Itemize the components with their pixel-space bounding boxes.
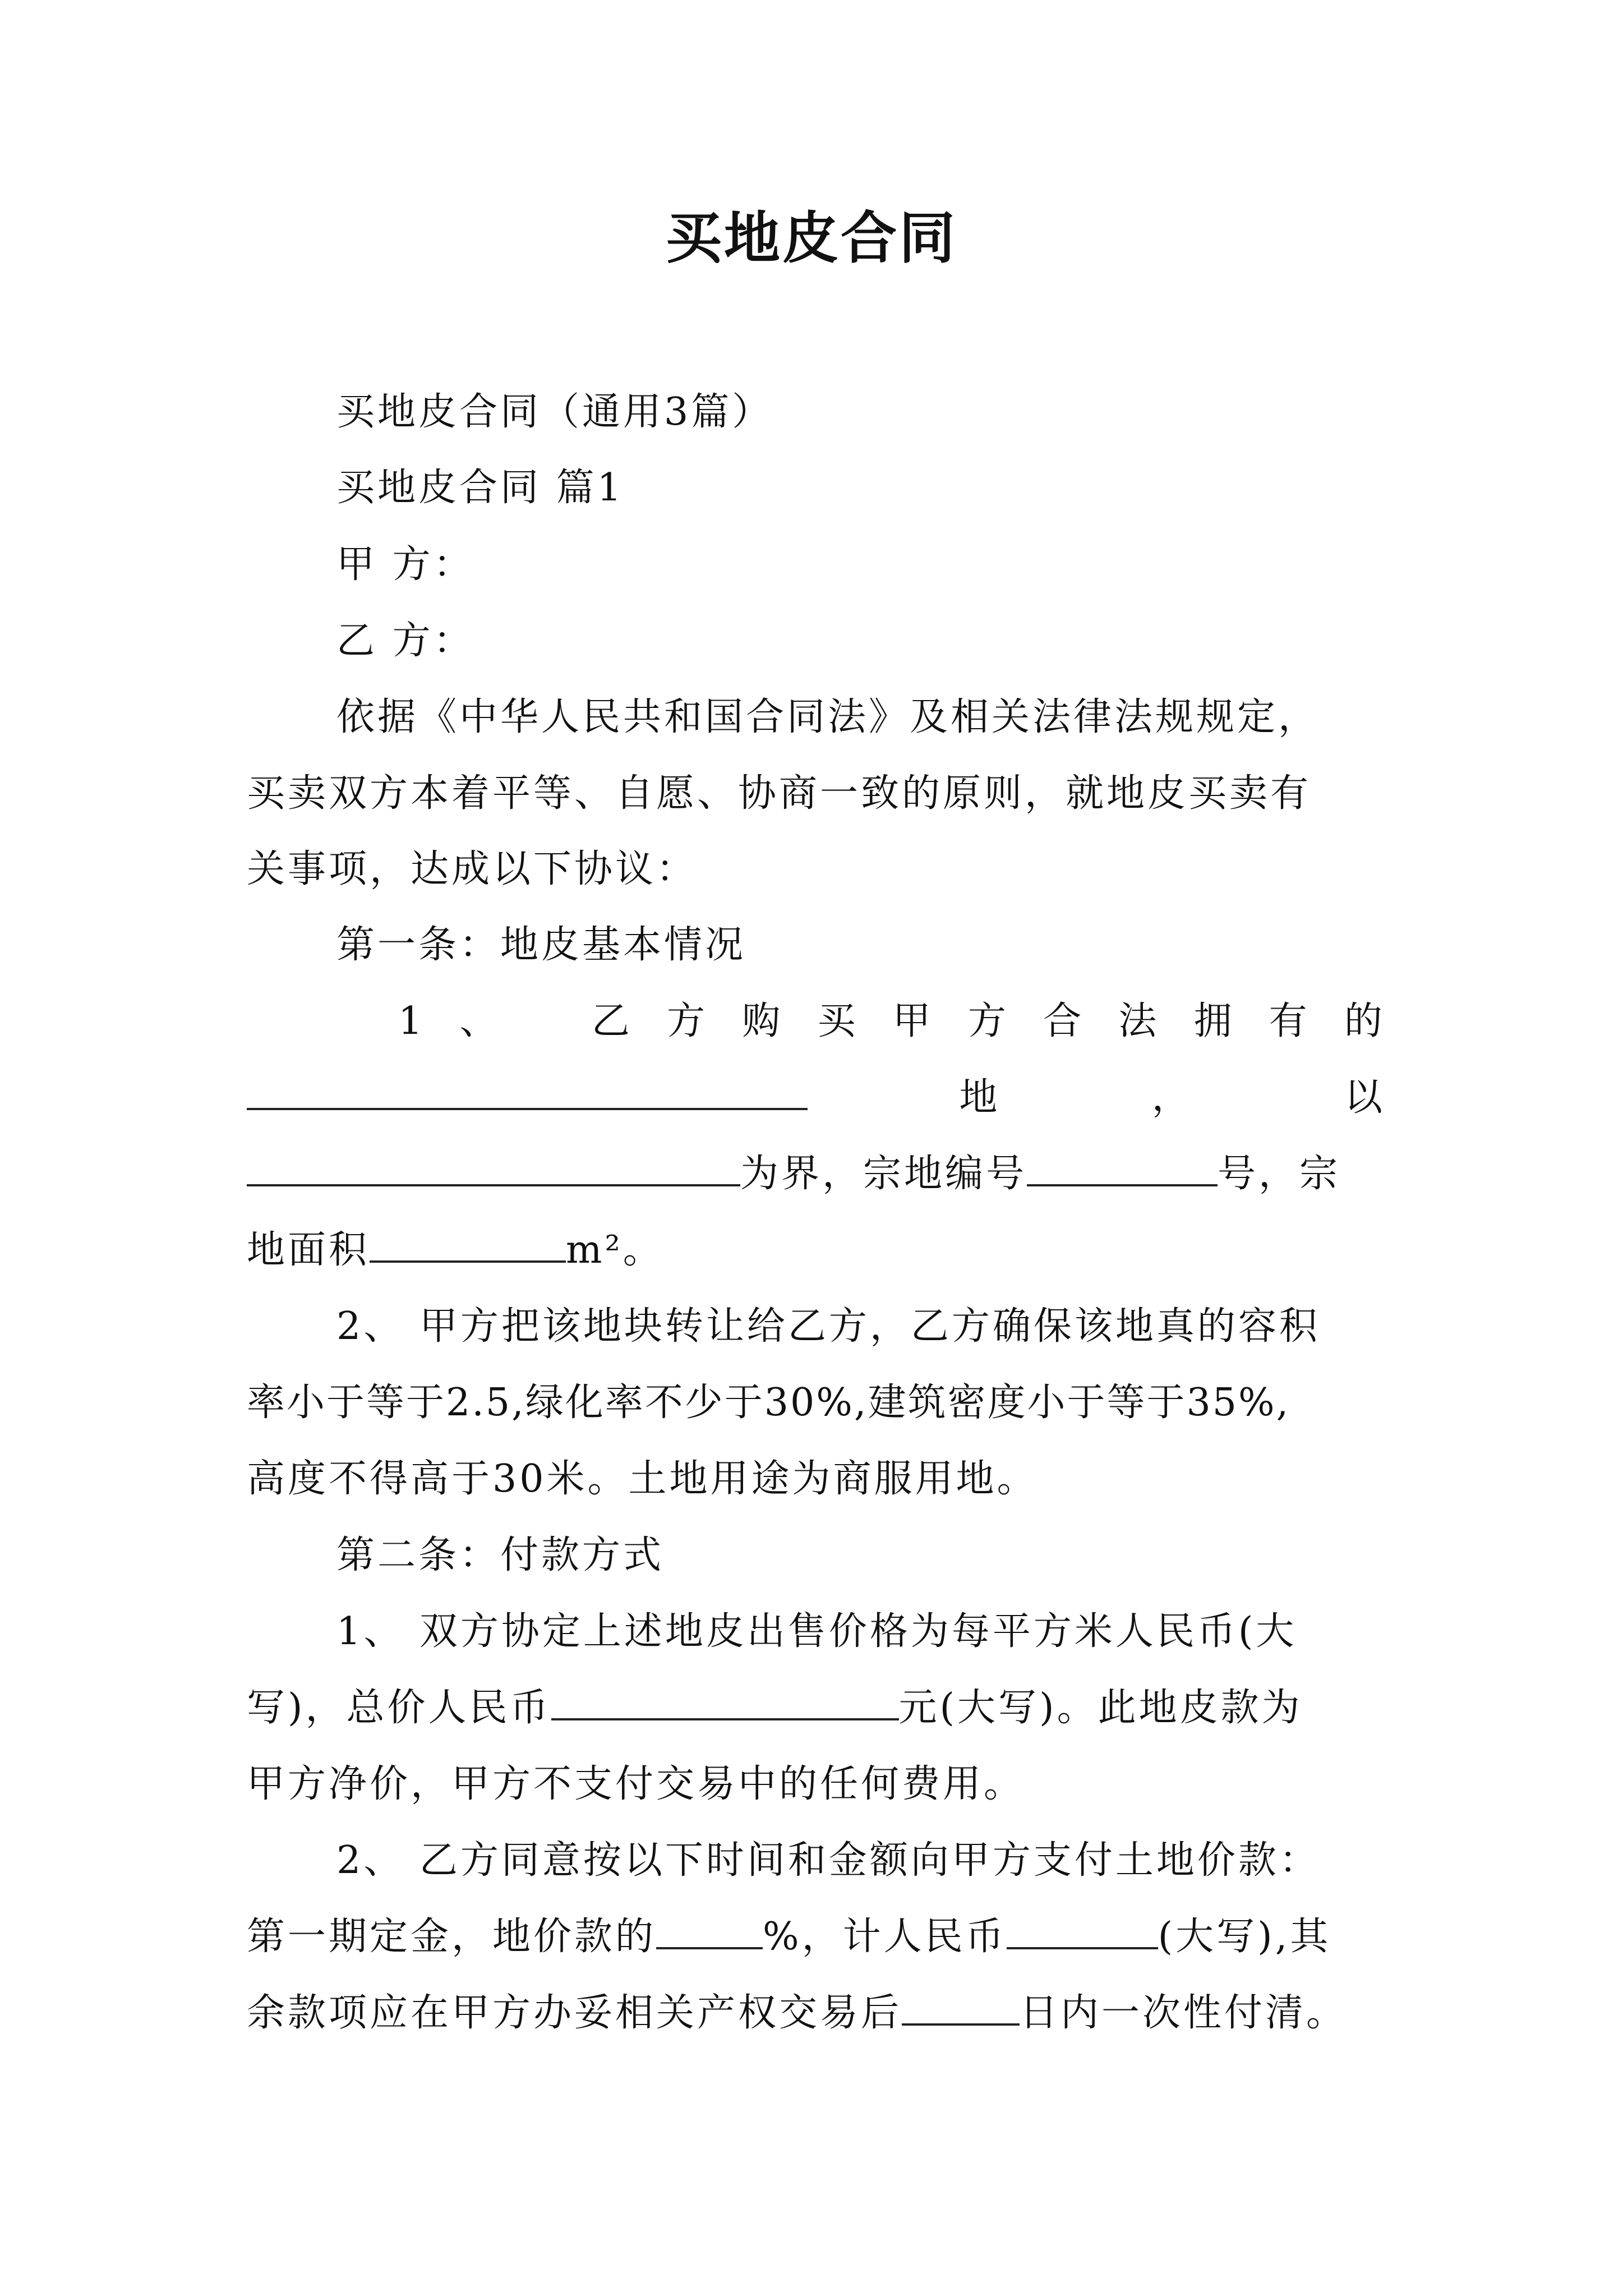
article-1-heading: 第一条：地皮基本情况: [336, 923, 746, 967]
justified-char: 方: [967, 999, 1009, 1043]
justified-char: 甲: [892, 999, 934, 1043]
item-number: 1: [398, 999, 426, 1043]
border-text: 为界，宗地编号: [740, 1152, 1027, 1196]
area-blank: [370, 1227, 566, 1263]
article-1-item-1-line-4: [247, 1225, 1385, 1276]
article-2-item-1-line-3: 甲方净价，甲方不支付交易中的任何费用。: [247, 1762, 1025, 1806]
article-2-heading: 第二条：付款方式: [336, 1533, 665, 1577]
justified-char: 方: [667, 999, 708, 1043]
total-price-suffix: 元(大写)。此地皮款为: [898, 1686, 1303, 1730]
with-word: 以: [1344, 1075, 1385, 1120]
deposit-mid: %，计人民币: [763, 1915, 1007, 1959]
total-price-prefix: 写)，总价人民币: [247, 1686, 551, 1730]
justified-char: 买: [817, 999, 859, 1043]
justified-char: 的: [1344, 999, 1385, 1043]
document-title: 买地皮合同: [666, 205, 957, 271]
land-word: 地: [959, 1075, 1000, 1120]
party-a-label: 甲 方：: [336, 542, 474, 587]
border-blank: [247, 1151, 740, 1186]
article-2-item-1-line-1: 1、 双方协定上述地皮出售价格为每平方米人民币(大: [336, 1609, 1297, 1654]
parcel-number-suffix: 号，宗: [1218, 1152, 1341, 1196]
section-heading: 买地皮合同 篇1: [336, 466, 624, 510]
balance-days-blank: [902, 1990, 1020, 2026]
article-2-item-1-line-2: [247, 1683, 1385, 1733]
article-1-item-1-line-2: [247, 1073, 1385, 1123]
justified-char: 乙: [591, 999, 633, 1043]
area-prefix: 地面积: [247, 1228, 370, 1272]
article-1-item-2-line-1: 2、 甲方把该地块转让给乙方，乙方确保该地真的容积: [336, 1304, 1320, 1349]
justified-char: 法: [1118, 999, 1160, 1043]
article-2-item-2-line-3: [247, 1988, 1385, 2039]
balance-prefix: 余款项应在甲方办妥相关产权交易后: [247, 1991, 902, 2035]
article-1-item-2-line-3: 高度不得高于30米。土地用途为商服用地。: [247, 1457, 1038, 1501]
intro-line-2: 买卖双方本着平等、自愿、协商一致的原则，就地皮买卖有: [247, 771, 1312, 816]
land-location-blank: [247, 1074, 808, 1110]
document-subtitle: 买地皮合同（通用3篇）: [336, 390, 773, 434]
balance-suffix: 日内一次性付清。: [1020, 1991, 1348, 2035]
justified-char: 拥: [1193, 999, 1235, 1043]
area-unit: m²。: [566, 1228, 664, 1272]
justified-char: 购: [742, 999, 783, 1043]
article-2-item-2-line-2: [247, 1912, 1385, 1962]
parcel-number-blank: [1027, 1151, 1218, 1186]
party-b-label: 乙 方：: [336, 619, 474, 663]
justified-char: 有: [1269, 999, 1310, 1043]
deposit-suffix: (大写),其: [1158, 1915, 1331, 1959]
justified-char: 合: [1043, 999, 1085, 1043]
article-1-item-2-line-2: 率小于等于2.5,绿化率不少于30%,建筑密度小于等于35%,: [247, 1381, 1290, 1425]
article-2-item-2-line-1: 2、 乙方同意按以下时间和金额向甲方支付土地价款：: [336, 1838, 1320, 1883]
deposit-amount-blank: [1007, 1913, 1158, 1949]
total-price-blank: [551, 1685, 899, 1720]
article-1-item-1-line-1: [398, 996, 1385, 1047]
intro-line-1: 依据《中华人民共和国合同法》及相关法律法规规定，: [336, 695, 1320, 739]
article-1-item-1-line-3: [247, 1149, 1385, 1199]
deposit-prefix: 第一期定金，地价款的: [247, 1915, 657, 1959]
comma: ，: [1151, 1075, 1193, 1120]
intro-line-3: 关事项，达成以下协议：: [247, 847, 698, 891]
item-separator: 、: [459, 999, 501, 1043]
deposit-percent-blank: [656, 1913, 763, 1949]
